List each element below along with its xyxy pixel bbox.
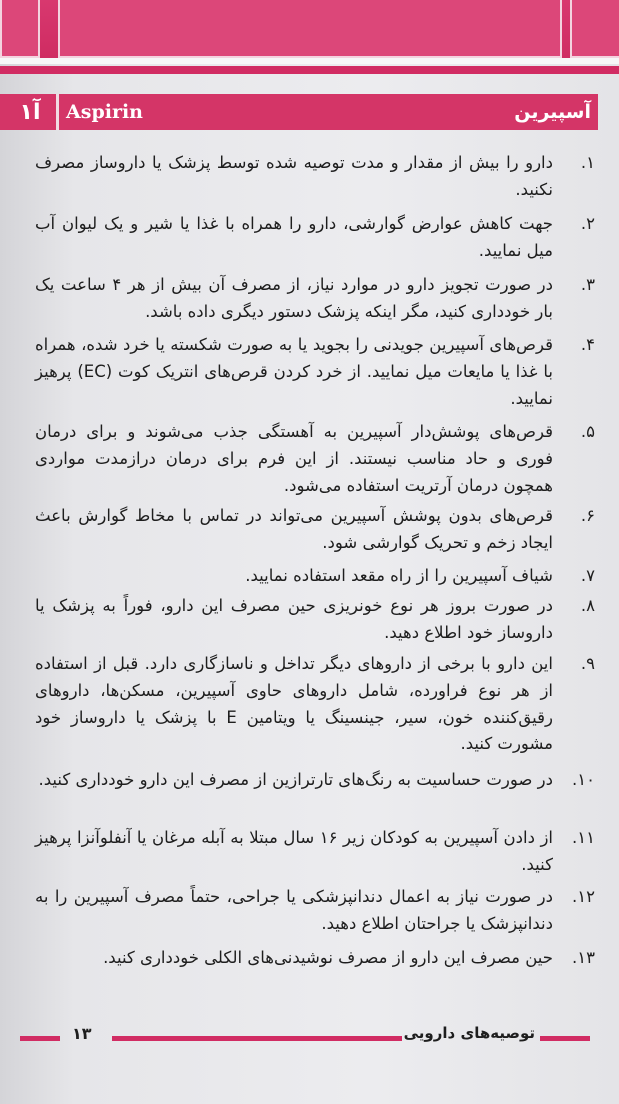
header-separator xyxy=(56,94,59,130)
drug-title-english: Aspirin xyxy=(66,101,143,123)
item-number: ۳. xyxy=(580,275,595,294)
list-item xyxy=(35,825,595,879)
list-item xyxy=(35,150,595,204)
item-text: حین مصرف این دارو از مصرف نوشیدنی‌های الکلی خودداری کنید. xyxy=(103,948,553,967)
list-item xyxy=(35,593,595,647)
section-number: آ۱ xyxy=(19,99,41,125)
item-number: ۸. xyxy=(580,596,595,615)
top-divider-line xyxy=(0,66,619,74)
footer-divider xyxy=(20,1036,60,1041)
drug-title-persian: آسپیرین xyxy=(514,101,591,123)
item-number: ۱۱. xyxy=(572,828,595,847)
list-item xyxy=(35,945,595,972)
item-text: در صورت حساسیت به رنگ‌های تارترازین از مصرف این دارو خودداری کنید. xyxy=(38,770,553,789)
list-item xyxy=(35,272,595,326)
top-color-segment xyxy=(58,0,562,58)
top-color-segment xyxy=(570,0,619,58)
item-text: این دارو با برخی از داروهای دیگر تداخل و ناسازگاری دارد. قبل از استفاده از هر نوع فراورده، شامل داروهای حاوی آسپیرین، مسکن‌ها، داروهای رقیق‌کننده خون، سیر، جینسینگ یا ویتامین E با پزشک یا داروساز خود مشورت کنید. xyxy=(35,654,553,754)
list-item xyxy=(35,211,595,265)
list-item xyxy=(35,884,595,938)
item-number: ۷. xyxy=(580,566,595,585)
list-item xyxy=(35,767,595,794)
item-text: در صورت بروز هر نوع خونریزی حین مصرف این دارو، فوراً به پزشک یا داروساز خود اطلاع دهید. xyxy=(35,596,553,642)
item-number: ۵. xyxy=(580,422,595,441)
item-text: شیاف آسپیرین را از راه مقعد استفاده نمایید. xyxy=(245,566,553,585)
item-text: در صورت تجویز دارو در موارد نیاز، از مصرف آن بیش از هر ۴ ساعت یک بار خودداری کنید، مگر اینکه پزشک دستور دیگری داده باشد. xyxy=(35,275,553,321)
footer-divider xyxy=(112,1036,402,1041)
list-item xyxy=(35,651,595,758)
item-number: ۱۳. xyxy=(572,948,595,967)
list-item xyxy=(35,419,595,499)
list-item xyxy=(35,332,595,412)
item-number: ۴. xyxy=(580,335,595,354)
list-item xyxy=(35,503,595,557)
item-number: ۶. xyxy=(580,506,595,525)
item-number: ۱۲. xyxy=(572,887,595,906)
list-item xyxy=(35,563,595,590)
item-number: ۱. xyxy=(580,153,595,172)
item-number: ۱۰. xyxy=(572,770,595,789)
item-text: قرص‌های بدون پوشش آسپیرین می‌تواند در تماس با مخاط گوارش باعث ایجاد زخم و تحریک گوارشی شود. xyxy=(35,506,553,552)
item-text: قرص‌های پوشش‌دار آسپیرین به آهستگی جذب می‌شوند و برای درمان فوری و حاد مناسب نیستند. از این فرم برای درمان درازمدت مواردی همچون درمان آرتریت استفاده می‌شود. xyxy=(35,422,553,495)
page-number: ۱۳ xyxy=(72,1024,92,1043)
item-text: جهت کاهش عوارض گوارشی، دارو را همراه با غذا یا شیر و یک لیوان آب میل نمایید. xyxy=(35,214,553,260)
item-text: قرص‌های آسپیرین جویدنی را بجوید یا به صورت شکسته یا خرد شده، همراه با غذا یا مایعات میل نمایید. از خرد کردن قرص‌های انتریک کوت (EC) پرهیز نمایید. xyxy=(35,335,553,408)
footer-divider xyxy=(540,1036,590,1041)
top-color-segment xyxy=(0,0,40,58)
item-number: ۹. xyxy=(580,654,595,673)
item-text: در صورت نیاز به اعمال دندانپزشکی یا جراحی، حتماً مصرف آسپیرین را به دندانپزشک یا جراحتان اطلاع دهید. xyxy=(35,887,553,933)
item-text: دارو را بیش از مقدار و مدت توصیه شده توسط پزشک یا داروساز مصرف نکنید. xyxy=(35,153,553,199)
item-number: ۲. xyxy=(580,214,595,233)
item-text: از دادن آسپیرین به کودکان زیر ۱۶ سال مبتلا به آبله مرغان یا آنفلوآنزا پرهیز کنید. xyxy=(35,828,553,874)
footer-book-title: توصیه‌های دارویی xyxy=(403,1024,535,1042)
